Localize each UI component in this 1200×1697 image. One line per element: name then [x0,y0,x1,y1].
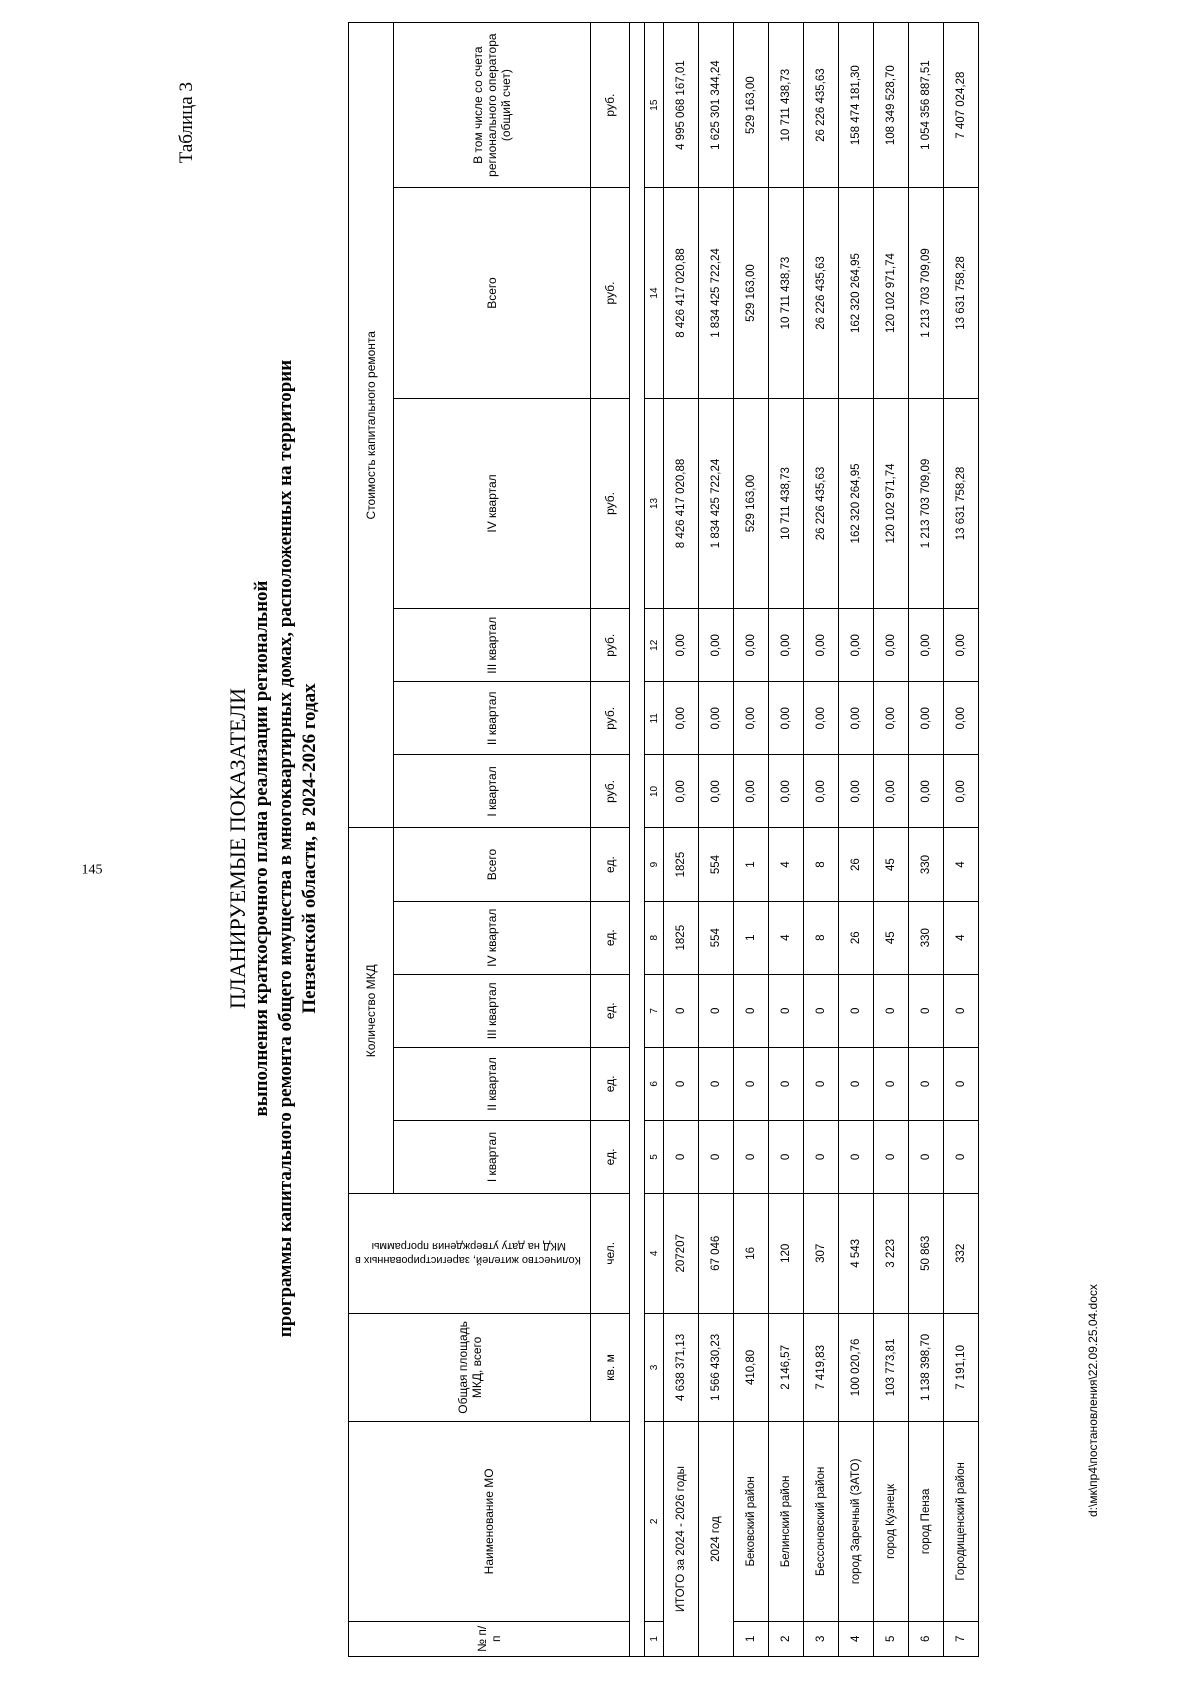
table-cell: 8 426 417 020,88 [664,188,699,398]
table-cell: 0,00 [734,609,769,682]
header-name: Наименование МО [349,1422,630,1621]
unit-cell: руб. [591,188,630,398]
municipality-name: Бековский район [734,1422,769,1621]
table-cell: 162 320 264,95 [839,398,874,608]
header-cost-group: Стоимость капитального ремонта [349,23,394,828]
unit-cell: ед. [591,901,630,974]
table-cell: 26 226 435,63 [804,23,839,188]
table-body [645,23,979,1657]
column-number: 4 [645,1194,664,1314]
row-number: 2 [769,1621,804,1656]
separator-cell [630,23,645,1657]
title-block [226,0,322,1697]
unit-cell: руб. [591,755,630,828]
table-cell: 554 [699,828,734,901]
header-num: № п/п [349,1621,630,1656]
header-row-top [349,23,394,1657]
unit-cell: ед. [591,1120,630,1193]
table-cell: 529 163,00 [734,188,769,398]
header-residents [349,1194,591,1314]
unit-cell: ед. [591,828,630,901]
table-cell: 554 [699,901,734,974]
table-cell: 0 [699,1120,734,1193]
table-cell: 120 102 971,74 [874,398,909,608]
table-cell: 0,00 [874,755,909,828]
page-number: 145 [81,862,103,878]
summary-row [664,23,699,1657]
column-number: 14 [645,188,664,398]
table-cell: 0 [944,974,979,1047]
table-cell: 0 [874,1047,909,1120]
table-cell: 1 138 398,70 [909,1313,944,1422]
table-cell: 0,00 [699,682,734,755]
column-number: 7 [645,974,664,1047]
summary-row [699,23,734,1657]
table-cell: 26 [839,901,874,974]
table-cell: 7 419,83 [804,1313,839,1422]
table-cell: 120 102 971,74 [874,188,909,398]
table-cell: 7 191,10 [944,1313,979,1422]
unit-cell: руб. [591,682,630,755]
table-cell: 0,00 [839,755,874,828]
municipality-name: город Заречный (ЗАТО) [839,1422,874,1621]
table-cell: 307 [804,1194,839,1314]
table-cell: 45 [874,828,909,901]
header-mkd-q3: III квартал [394,974,591,1047]
municipality-name: Бессоновский район [804,1422,839,1621]
column-number-row [645,23,664,1657]
table-cell: 0,00 [839,682,874,755]
table-cell: 0 [804,1047,839,1120]
summary-label: ИТОГО за 2024 - 2026 годы [664,1422,699,1657]
table-cell: 16 [734,1194,769,1314]
table-cell: 26 226 435,63 [804,398,839,608]
row-number: 7 [944,1621,979,1656]
table-cell: 0 [944,1047,979,1120]
table-cell: 0 [909,1120,944,1193]
row-number: 4 [839,1621,874,1656]
separator-row [630,23,645,1657]
table-cell: 0 [769,1047,804,1120]
table-cell: 7 407 024,28 [944,23,979,188]
table-cell: 103 773,81 [874,1313,909,1422]
table-row [769,23,804,1657]
table-cell: 0,00 [769,755,804,828]
table-cell: 0 [839,974,874,1047]
header-mkd-group: Количество МКД [349,828,394,1194]
table-cell: 0,00 [839,609,874,682]
municipality-name: город Пенза [909,1422,944,1621]
table-cell: 1 213 703 709,09 [909,398,944,608]
table-cell: 0 [839,1047,874,1120]
table-cell: 4 [944,828,979,901]
table-cell: 0 [664,1047,699,1120]
table-cell: 0 [734,1120,769,1193]
table-cell: 410,80 [734,1313,769,1422]
table-cell: 10 711 438,73 [769,188,804,398]
column-number: 9 [645,828,664,901]
table-cell: 1 054 356 887,51 [909,23,944,188]
row-number: 1 [734,1621,769,1656]
table-cell: 45 [874,901,909,974]
table-cell: 332 [944,1194,979,1314]
indicators-table [348,22,979,1657]
table-cell: 0 [909,1047,944,1120]
column-number: 3 [645,1313,664,1422]
row-number: 3 [804,1621,839,1656]
table-cell: 1 213 703 709,09 [909,188,944,398]
table-cell: 0,00 [804,755,839,828]
header-cost-total: Всего [394,188,591,398]
table-cell: 0 [804,974,839,1047]
table-cell: 1 [734,828,769,901]
table-cell: 120 [769,1194,804,1314]
header-mkd-q1: I квартал [394,1120,591,1193]
table-cell: 0,00 [909,682,944,755]
unit-cell: чел. [591,1194,630,1314]
table-cell: 1 625 301 344,24 [699,23,734,188]
municipality-name: Белинский район [769,1422,804,1621]
municipality-name: Городищенский район [944,1422,979,1621]
title-line-1: ПЛАНИРУЕМЫЕ ПОКАЗАТЕЛИ [225,687,250,1010]
table-row [804,23,839,1657]
header-cost-q3: III квартал [394,609,591,682]
table-cell: 0,00 [769,682,804,755]
table-cell: 0 [839,1120,874,1193]
table-cell: 0,00 [944,682,979,755]
table-cell: 13 631 758,28 [944,398,979,608]
column-number: 11 [645,682,664,755]
table-cell: 330 [909,901,944,974]
header-mkd-q4: IV квартал [394,901,591,974]
table-cell: 1825 [664,901,699,974]
table-cell: 0 [769,974,804,1047]
table-cell: 4 638 371,13 [664,1313,699,1422]
column-number: 2 [645,1422,664,1621]
table-cell: 529 163,00 [734,398,769,608]
table-cell: 8 426 417 020,88 [664,398,699,608]
table-cell: 0,00 [734,755,769,828]
header-mkd-q2: II квартал [394,1047,591,1120]
table-cell: 10 711 438,73 [769,398,804,608]
table-cell: 0 [874,1120,909,1193]
table-cell: 0,00 [944,755,979,828]
table-cell: 4 [944,901,979,974]
table-cell: 162 320 264,95 [839,188,874,398]
table-cell: 108 349 528,70 [874,23,909,188]
table-cell: 1 [734,901,769,974]
table-row [944,23,979,1657]
header-cost-q1: I квартал [394,755,591,828]
table-row [874,23,909,1657]
table-cell: 0 [769,1120,804,1193]
title-line-4: Пензенской области, в 2024-2026 годах [299,683,320,1014]
table-row [839,23,874,1657]
footer-file-path: d:\мк\пр4\постановления\22.09.25.04.docx [1086,1284,1100,1517]
header-mkd-total: Всего [394,828,591,901]
table-cell: 0,00 [664,682,699,755]
column-number: 15 [645,23,664,188]
row-number: 6 [909,1621,944,1656]
table-cell: 4 543 [839,1194,874,1314]
header-cost-q4: IV квартал [394,398,591,608]
table-label: Таблица 3 [176,82,197,164]
column-number: 6 [645,1047,664,1120]
table-cell: 0 [664,974,699,1047]
table-cell: 1 566 430,23 [699,1313,734,1422]
table-cell: 0,00 [909,755,944,828]
table-cell: 0 [804,1120,839,1193]
header-cost-q2: II квартал [394,682,591,755]
table-cell: 0 [734,1047,769,1120]
table-cell: 0 [699,974,734,1047]
column-number: 12 [645,609,664,682]
table-cell: 0,00 [909,609,944,682]
table-cell: 13 631 758,28 [944,188,979,398]
table-cell: 26 226 435,63 [804,188,839,398]
table-cell: 0,00 [804,609,839,682]
table-cell: 0,00 [874,609,909,682]
table-cell: 8 [804,901,839,974]
column-number: 10 [645,755,664,828]
column-number: 13 [645,398,664,608]
row-number: 5 [874,1621,909,1656]
table-cell: 26 [839,828,874,901]
table-cell: 0 [664,1120,699,1193]
table-cell: 0 [734,974,769,1047]
table-cell: 0 [909,974,944,1047]
table-cell: 100 020,76 [839,1313,874,1422]
unit-cell: ед. [591,974,630,1047]
unit-cell: руб. [591,23,630,188]
table-cell: 4 [769,901,804,974]
table-cell: 50 863 [909,1194,944,1314]
table-cell: 0 [944,1120,979,1193]
table-cell: 1825 [664,828,699,901]
table-cell: 8 [804,828,839,901]
table-cell: 0,00 [944,609,979,682]
header-residents-text: Количество жителей, зарегистрированных в МКД на дату утверждения программы [355,1240,581,1267]
unit-cell: ед. [591,1047,630,1120]
table-cell: 0,00 [664,609,699,682]
table-cell: 3 223 [874,1194,909,1314]
table-cell: 0,00 [804,682,839,755]
table-cell: 4 [769,828,804,901]
table-cell: 0,00 [769,609,804,682]
title-line-2: выполнения краткосрочного плана реализации региональной [251,580,272,1117]
header-area: Общая площадь МКД, всего [349,1313,591,1422]
unit-cell: руб. [591,398,630,608]
summary-label: 2024 год [699,1422,734,1657]
table-cell: 4 995 068 167,01 [664,23,699,188]
column-number: 5 [645,1120,664,1193]
table-cell: 0 [699,1047,734,1120]
table-cell: 158 474 181,30 [839,23,874,188]
table-cell: 1 834 425 722,24 [699,188,734,398]
table-cell: 330 [909,828,944,901]
table-cell: 67 046 [699,1194,734,1314]
table-row [909,23,944,1657]
table-cell: 0,00 [699,609,734,682]
unit-cell: руб. [591,609,630,682]
header-cost-regop: В том числе со счета регионального оператора (общий счет) [394,23,591,188]
column-number: 1 [645,1621,664,1656]
unit-cell: кв. м [591,1313,630,1422]
table-cell: 0,00 [874,682,909,755]
table-cell: 1 834 425 722,24 [699,398,734,608]
table-cell: 0,00 [664,755,699,828]
table-cell: 2 146,57 [769,1313,804,1422]
table-row [734,23,769,1657]
table-cell: 0 [874,974,909,1047]
table-cell: 10 711 438,73 [769,23,804,188]
column-number: 8 [645,901,664,974]
table-cell: 529 163,00 [734,23,769,188]
table-cell: 0,00 [699,755,734,828]
title-line-3: программы капитального ремонта общего имущества в многоквартирных домах, расположенных на территории [275,359,296,1338]
header-row-units [591,23,630,1657]
municipality-name: город Кузнецк [874,1422,909,1621]
table-cell: 207207 [664,1194,699,1314]
table-cell: 0,00 [734,682,769,755]
